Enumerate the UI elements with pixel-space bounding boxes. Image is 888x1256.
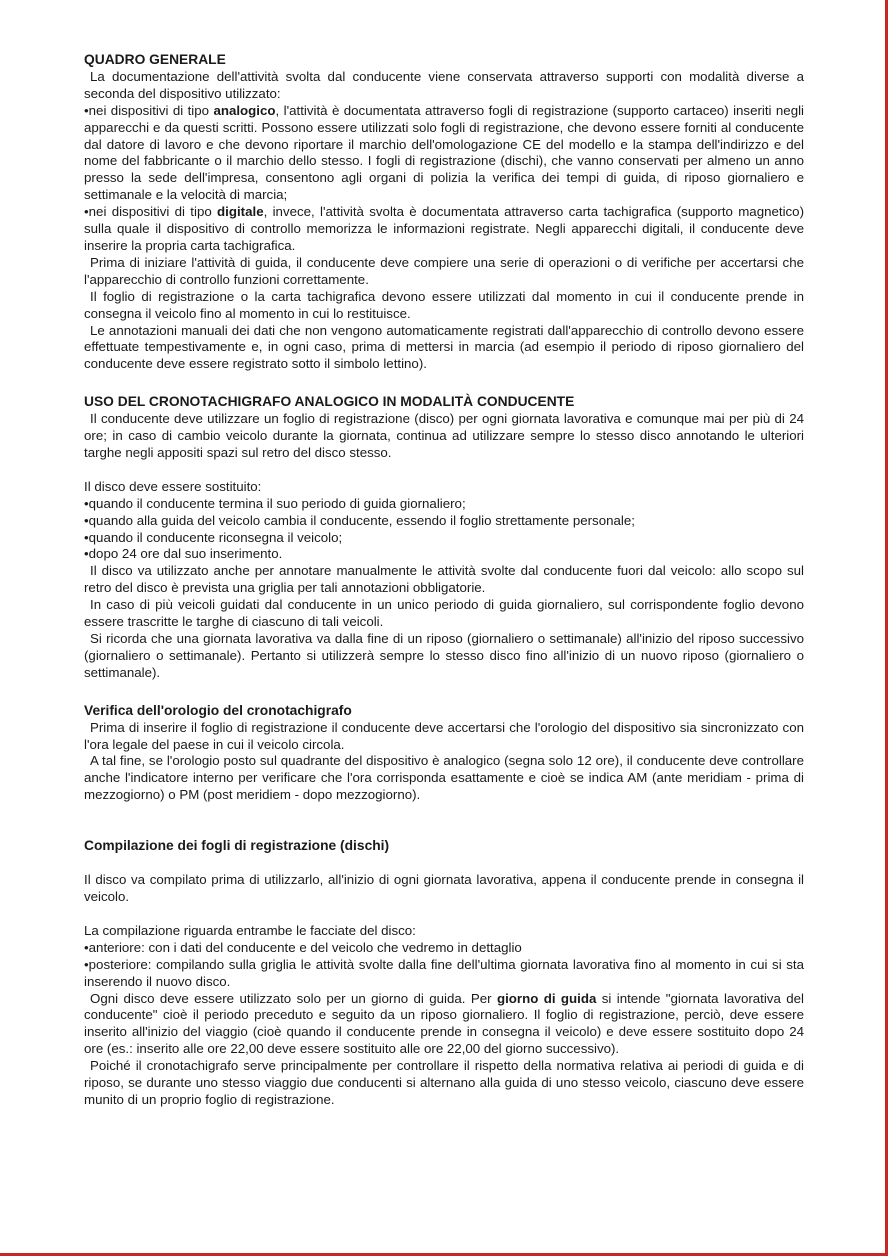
list-item: •posteriore: compilando sulla griglia le attività svolte dalla fine dell'ultima giornata lavorativa fino al momento in cui si sta inserendo il nuovo disco. [84, 956, 804, 989]
document-page [84, 52, 804, 1109]
text-run: •nei dispositivi di tipo [84, 102, 214, 118]
paragraph: Prima di inserire il foglio di registrazione il conducente deve accertarsi che l'orologio del dispositivo sia sincronizzato con l'ora legale del paese in cui il veicolo circola. [84, 719, 804, 752]
list-item: •anteriore: con i dati del conducente e del veicolo che vedremo in dettaglio [84, 939, 522, 955]
paragraph: Poiché il cronotachigrafo serve principalmente per controllare il rispetto della normativa relativa ai periodi di guida e di riposo, se durante uno stesso viaggio due conducenti si alternano alla guida di uno stesso veicolo, ciascuno deve essere munito di un proprio foglio di registrazione. [84, 1058, 804, 1107]
bold-term: giorno di guida [496, 990, 597, 1006]
list-item: •quando il conducente termina il suo periodo di guida giornaliero; [84, 495, 466, 511]
list-item [84, 204, 804, 255]
section-title-uso: USO DEL CRONOTACHIGRAFO ANALOGICO IN MODALITÀ CONDUCENTE [84, 394, 575, 410]
text-run: , invece, l'attività svolta è documentata attraverso carta tachigrafica (supporto magnetico) sulla quale il dispositivo di controllo memorizza le informazioni registrate. Negli apparecchi digitali, il conducente deve inserire la propria carta tachigrafica. [84, 204, 804, 253]
paragraph: Prima di iniziare l'attività di guida, il conducente deve compiere una serie di operazioni o di verifiche per accertarsi che l'apparecchio di controllo funzioni correttamente. [84, 254, 804, 287]
paragraph: Si ricorda che una giornata lavorativa va dalla fine di un riposo (giornaliero o settimanale) all'inizio del riposo successivo (giornaliero o settimanale). Pertanto si utilizzerà sempre lo stesso disco fino all'inizio di un nuovo riposo (giornaliero o settimanale). [84, 631, 804, 680]
paragraph: Le annotazioni manuali dei dati che non vengono automaticamente registrati dall'apparecchio di controllo devono essere effettuate tempestivamente e, in ogni caso, prima di mettersi in marcia (ad esempio il periodo di riposo giornaliero del conducente deve essere registrato sotto il simbolo lettino). [84, 322, 804, 372]
paragraph: La documentazione dell'attività svolta dal conducente viene conservata attraverso supporti con modalità diverse a seconda del dispositivo utilizzato: [84, 68, 804, 101]
paragraph: Il conducente deve utilizzare un foglio di registrazione (disco) per ogni giornata lavorativa e comunque mai per più di 24 ore; in caso di cambio veicolo durante la giornata, continua ad utilizzare sempre lo stesso disco annotando le ulteriori targhe negli appositi spazi sul retro del disco stesso. [84, 411, 804, 460]
paragraph: La compilazione riguarda entrambe le facciate del disco: [84, 922, 416, 938]
paragraph: A tal fine, se l'orologio posto sul quadrante del dispositivo è analogico (segna solo 12 ore), il conducente deve controllare anche l'indicatore interno per verificare che l'ora corrisponda esattamente e cioè se indica AM (ante meridiam - prima di mezzogiorno) o PM (post meridiem - dopo mezzogiorno). [84, 753, 804, 803]
list-item [84, 103, 804, 204]
section-title-verifica: Verifica dell'orologio del cronotachigrafo [84, 702, 352, 718]
section-title-compilazione: Compilazione dei fogli di registrazione (dischi) [84, 838, 390, 854]
paragraph: Il disco va utilizzato anche per annotare manualmente le attività svolte dal conducente fuori dal veicolo: allo scopo sul retro del disco è prevista una griglia per tali annotazioni obbligatorie. [84, 563, 804, 596]
text-run: si intende "giornata lavorativa del conducente" cioè il periodo preceduto e seguito da un riposo giornaliero. Il foglio di registrazione, perciò, deve essere inserito all'inizio del viaggio (cioè quando il conducente prende in consegna il veicolo) e deve essere sostituito dopo 24 ore (es.: inserito alle ore 22,00 deve essere sostituito alle ore 22,00 del giorno successivo). [84, 990, 804, 1057]
paragraph: Il foglio di registrazione o la carta tachigrafica devono essere utilizzati dal momento in cui il conducente prende in consegna il veicolo fino al momento in cui lo restituisce. [84, 288, 804, 321]
text-run: Ogni disco deve essere utilizzato solo per un giorno di guida. Per [90, 990, 497, 1006]
bold-term: digitale [217, 204, 264, 220]
paragraph: Il disco deve essere sostituito: [84, 478, 262, 494]
bold-term: analogico [213, 102, 276, 118]
text-run: , l'attività è documentata attraverso fogli di registrazione (supporto cartaceo) inseriti negli apparecchi e da questi scritti. Possono essere utilizzati solo fogli di registrazione, che devono essere forniti al conducente dal datore di lavoro e che devono riportare il marchio dell'omologazione CE del modello e la stampa dell'indirizzo e del nome del fabbricante o il marchio dello stesso. I fogli di registrazione (dischi), che vanno conservati per almeno un anno presso la sede dell'impresa, consentono agli organi di polizia la verifica dei tempi di guida, di riposo giornaliero e settimanale e la velocità di marcia; [84, 102, 804, 203]
list-item: •quando alla guida del veicolo cambia il conducente, essendo il foglio strettamente personale; [84, 512, 635, 528]
paragraph [84, 991, 804, 1059]
list-item: •quando il conducente riconsegna il veicolo; [84, 529, 343, 545]
text-run: •nei dispositivi di tipo [84, 204, 218, 220]
section-title-quadro: QUADRO GENERALE [84, 52, 226, 67]
paragraph: Il disco va compilato prima di utilizzarlo, all'inizio di ogni giornata lavorativa, appena il conducente prende in consegna il veicolo. [84, 872, 804, 904]
list-item: •dopo 24 ore dal suo inserimento. [84, 546, 283, 562]
paragraph: In caso di più veicoli guidati dal conducente in un unico periodo di guida giornaliero, sul corrispondente foglio devono essere trascritte le targhe di ciascuno di tali veicoli. [84, 597, 804, 630]
